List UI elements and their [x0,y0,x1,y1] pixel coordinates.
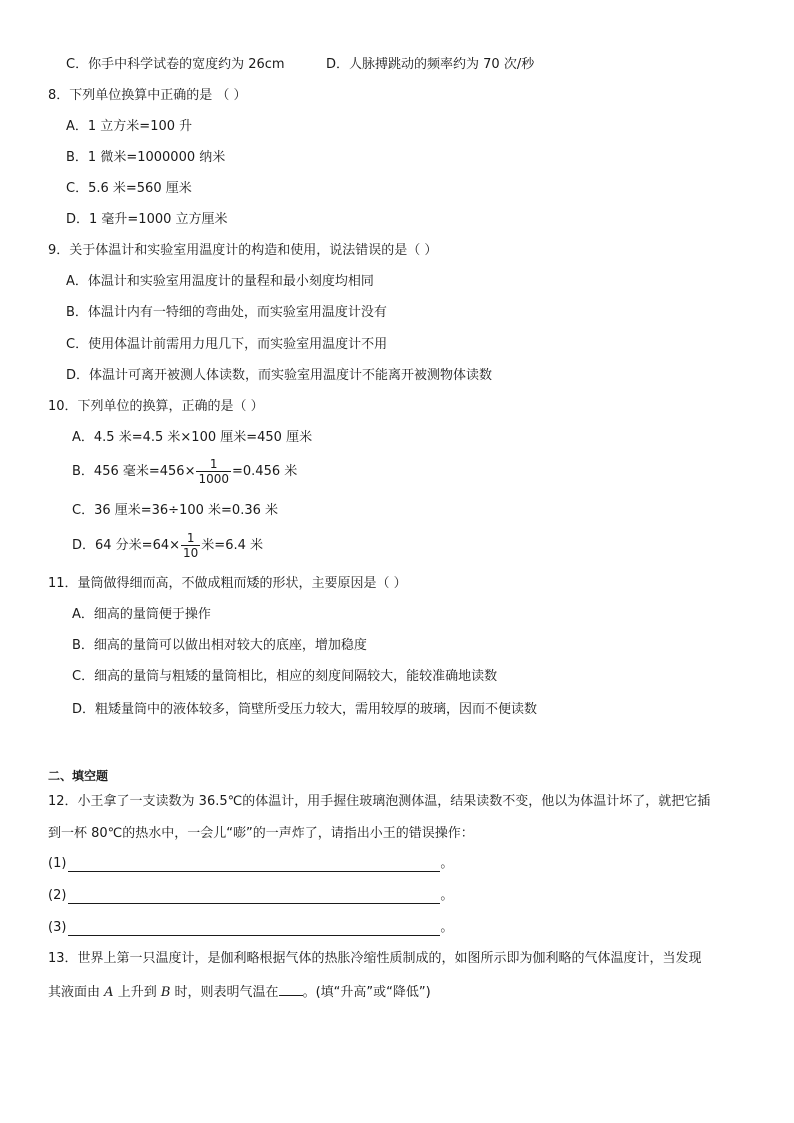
answer-blank[interactable] [279,983,303,996]
q10-option-c: C．36 厘米=36÷100 米=0.36 米 [72,503,278,518]
q11-option-b: B．细高的量筒可以做出相对较大的底座，增加稳度 [72,638,367,653]
q8-option-d: D．1 毫升=1000 立方厘米 [66,212,228,227]
q10-option-b [72,456,297,488]
blank-end-punct: 。 [440,888,454,903]
q10-option-a: A．4.5 米=4.5 米×100 厘米=450 厘米 [72,430,313,445]
q10-stem: 10．下列单位的换算，正确的是（ ） [48,399,264,414]
q11-option-a: A．细高的量筒便于操作 [72,607,211,622]
blank-end-punct: 。 [440,856,454,871]
q10-option-d [72,530,263,562]
section-title-fill-in: 二、填空题 [48,769,109,783]
q9-option-c: C．使用体温计前需用力甩几下，而实验室用温度计不用 [66,337,388,352]
q10-option-d-suffix: 米=6.4 米 [201,538,263,553]
fraction-denominator: 1000 [198,472,230,486]
q9-stem: 9．关于体温计和实验室用温度计的构造和使用，说法错误的是（ ） [48,243,438,258]
answer-blank[interactable] [68,921,440,936]
q9-option-b: B．体温计内有一特细的弯曲处，而实验室用温度计没有 [66,305,387,320]
q7-option-d: D．人脉搏跳动的频率约为 70 次/秒 [326,57,535,72]
q10-option-b-fraction [196,457,231,486]
blank-end-punct: 。 [440,920,454,935]
q12-line1: 12．小王拿了一支读数为 36.5℃的体温计，用手握住玻璃泡测体温，结果读数不变，他以为体温计坏了，就把它插 [48,794,711,809]
q10-option-b-prefix: B．456 毫米=456× [72,464,196,479]
q12-blank-1 [48,856,453,872]
q11-stem: 11．量筒做得细而高，不做成粗而矮的形状，主要原因是（ ） [48,576,407,591]
q10-option-d-prefix: D．64 分米=64× [72,538,181,553]
fraction-numerator: 1 [209,457,218,471]
q13-line1: 13．世界上第一只温度计，是伽利略根据气体的热胀冷缩性质制成的，如图所示即为伽利略的气体温度计，当发现 [48,951,702,966]
q9-option-d: D．体温计可离开被测人体读数，而实验室用温度计不能离开被测物体读数 [66,368,493,383]
fraction-denominator: 10 [183,546,199,560]
blank-number: (1) [48,856,67,871]
q10-option-b-suffix: =0.456 米 [232,464,298,479]
q12-blank-2 [48,888,453,904]
point-b-label: B [160,985,171,1000]
q7-option-c: C．你手中科学试卷的宽度约为 26cm [66,57,285,72]
q13-line2-prefix: 其液面由 [48,985,101,1000]
q8-option-c: C．5.6 米=560 厘米 [66,181,192,196]
q8-option-b: B．1 微米=1000000 纳米 [66,150,226,165]
fraction-numerator: 1 [186,531,195,545]
point-a-label: A [104,985,114,1000]
answer-blank[interactable] [68,889,440,904]
q11-option-d: D．粗矮量筒中的液体较多，筒壁所受压力较大，需用较厚的玻璃，因而不便读数 [72,702,538,717]
blank-number: (3) [48,920,67,935]
q13-line2-suffix: 。(填“升高”或“降低”) [302,985,431,1000]
q13-line2-mid2: 时，则表明气温在 [174,985,279,1000]
q8-stem: 8．下列单位换算中正确的是 （ ） [48,88,247,103]
q11-option-c: C．细高的量筒与粗矮的量筒相比，相应的刻度间隔较大，能较准确地读数 [72,669,498,684]
q12-line2: 到一杯 80℃的热水中，一会儿“嘭”的一声炸了，请指出小王的错误操作： [48,826,474,841]
q12-blank-3 [48,920,453,936]
q10-option-d-fraction [181,531,200,560]
q9-option-a: A．体温计和实验室用温度计的量程和最小刻度均相同 [66,274,374,289]
answer-blank[interactable] [68,857,440,872]
q13-line2-mid1: 上升到 [117,985,157,1000]
q13-line2 [48,983,431,1001]
blank-number: (2) [48,888,67,903]
q8-option-a: A．1 立方米=100 升 [66,119,193,134]
